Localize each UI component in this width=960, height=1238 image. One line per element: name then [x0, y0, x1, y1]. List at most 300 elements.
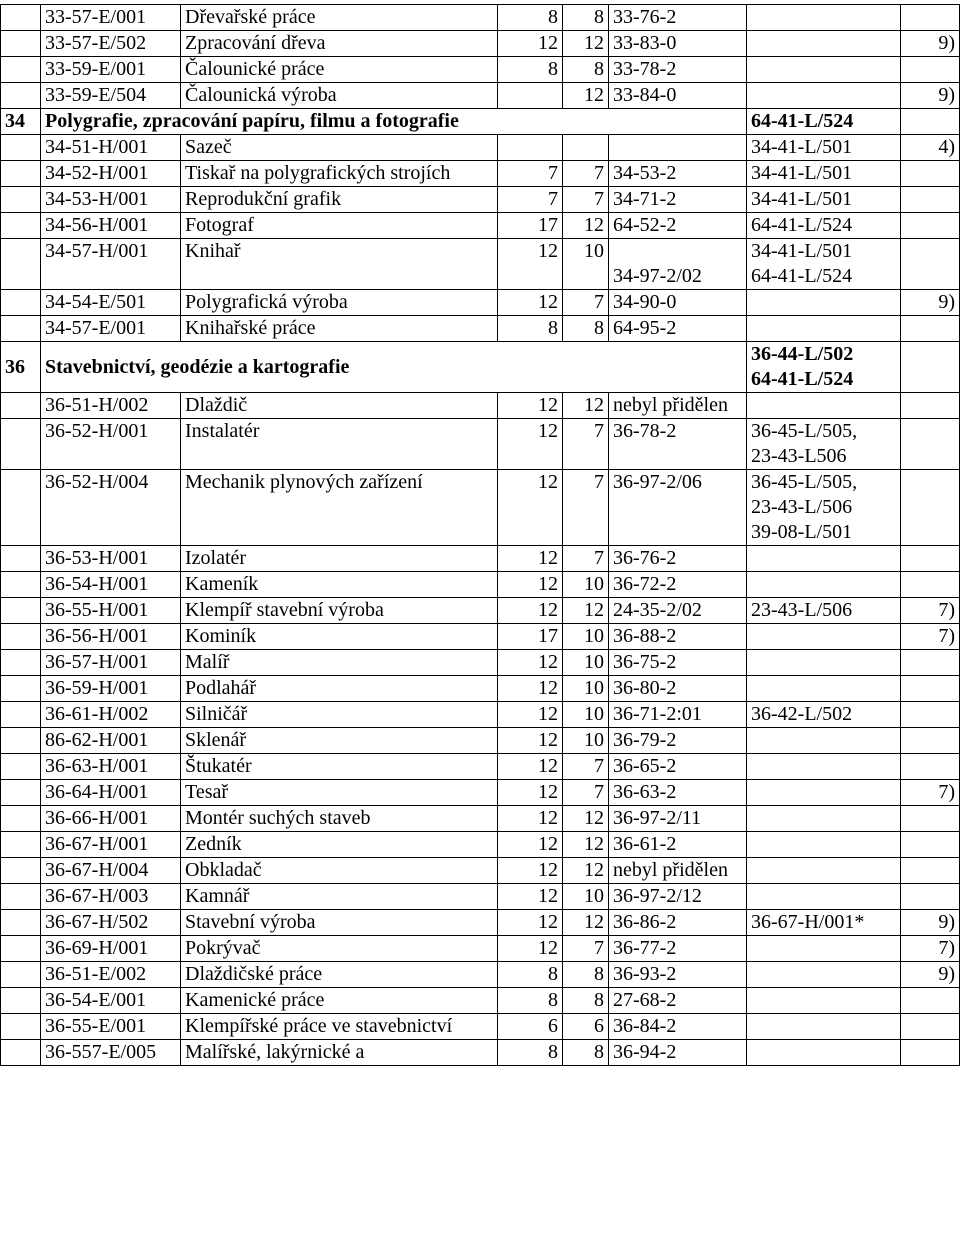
- section-note: [901, 342, 960, 393]
- legacy-code: 33-78-2: [609, 57, 747, 83]
- field-name: Čalounické práce: [181, 57, 498, 83]
- legacy-code: 36-71-2:01: [609, 702, 747, 728]
- row-indent: [1, 884, 41, 910]
- legacy-code: 64-52-2: [609, 213, 747, 239]
- duration-a: 12: [498, 470, 563, 546]
- legacy-code: 27-68-2: [609, 988, 747, 1014]
- table-row: [1, 936, 960, 962]
- row-indent: [1, 470, 41, 546]
- legacy-code: 33-83-0: [609, 31, 747, 57]
- table-row: [1, 806, 960, 832]
- duration-a: 8: [498, 988, 563, 1014]
- note: [901, 187, 960, 213]
- field-name: Izolatér: [181, 546, 498, 572]
- note: [901, 1040, 960, 1066]
- follow-up-codes: [747, 135, 901, 161]
- follow-up-code-2: 23-43-L/506: [751, 496, 853, 518]
- table-row: [1, 5, 960, 31]
- field-name: Kamenické práce: [181, 988, 498, 1014]
- field-name: Tesař: [181, 780, 498, 806]
- table-row: [1, 161, 960, 187]
- duration-b: 7: [563, 754, 609, 780]
- follow-up-codes: [747, 393, 901, 419]
- legacy-code: 34-53-2: [609, 161, 747, 187]
- field-name: Reprodukční grafik: [181, 187, 498, 213]
- row-indent: [1, 858, 41, 884]
- row-indent: [1, 702, 41, 728]
- field-name: Dlaždič: [181, 393, 498, 419]
- follow-up-codes: [747, 31, 901, 57]
- field-name: Kameník: [181, 572, 498, 598]
- note: [901, 546, 960, 572]
- section-number: 36: [1, 342, 41, 393]
- row-indent: [1, 161, 41, 187]
- legacy-code: 36-84-2: [609, 1014, 747, 1040]
- table-row: [1, 419, 960, 470]
- legacy-code: 24-35-2/02: [609, 598, 747, 624]
- section-specialization-codes: [747, 342, 901, 393]
- duration-a: 12: [498, 832, 563, 858]
- follow-up-codes: [747, 572, 901, 598]
- field-name: Štukatér: [181, 754, 498, 780]
- duration-b: 8: [563, 962, 609, 988]
- field-code: 34-51-H/001: [41, 135, 181, 161]
- table-body: [1, 5, 960, 1066]
- follow-up-codes: [747, 676, 901, 702]
- legacy-code: 36-75-2: [609, 650, 747, 676]
- follow-up-code-1: 36-67-H/001*: [751, 911, 865, 933]
- table-row: [1, 728, 960, 754]
- duration-b: 12: [563, 83, 609, 109]
- row-indent: [1, 546, 41, 572]
- note: 4): [901, 135, 960, 161]
- row-indent: [1, 57, 41, 83]
- follow-up-codes: [747, 832, 901, 858]
- follow-up-codes: [747, 546, 901, 572]
- row-indent: [1, 832, 41, 858]
- row-indent: [1, 806, 41, 832]
- duration-b: 10: [563, 572, 609, 598]
- row-indent: [1, 5, 41, 31]
- row-indent: [1, 754, 41, 780]
- duration-a: 12: [498, 598, 563, 624]
- legacy-code: 33-84-0: [609, 83, 747, 109]
- field-code: 36-59-H/001: [41, 676, 181, 702]
- table-row: [1, 393, 960, 419]
- duration-b: 7: [563, 419, 609, 470]
- duration-b: [563, 135, 609, 161]
- field-code: 34-54-E/501: [41, 290, 181, 316]
- table-row: [1, 780, 960, 806]
- duration-a: 12: [498, 419, 563, 470]
- duration-b: 8: [563, 5, 609, 31]
- field-code: 36-55-E/001: [41, 1014, 181, 1040]
- legacy-code: 33-76-2: [609, 5, 747, 31]
- field-name: Klempíř stavební výroba: [181, 598, 498, 624]
- duration-a: 8: [498, 316, 563, 342]
- table-row: [1, 858, 960, 884]
- note: 9): [901, 910, 960, 936]
- note: 7): [901, 936, 960, 962]
- table-row: [1, 470, 960, 546]
- note: [901, 728, 960, 754]
- table-row: [1, 754, 960, 780]
- follow-up-codes: [747, 858, 901, 884]
- duration-a: 12: [498, 31, 563, 57]
- field-name: Mechanik plynových zařízení: [181, 470, 498, 546]
- note: 9): [901, 962, 960, 988]
- follow-up-code-1: 64-41-L/524: [751, 214, 853, 236]
- duration-a: 12: [498, 936, 563, 962]
- follow-up-code-2: 64-41-L/524: [751, 265, 853, 287]
- note: [901, 161, 960, 187]
- table-row: [1, 1040, 960, 1066]
- duration-b: 7: [563, 187, 609, 213]
- row-indent: [1, 624, 41, 650]
- duration-a: 12: [498, 728, 563, 754]
- field-name: Pokrývač: [181, 936, 498, 962]
- note: 7): [901, 780, 960, 806]
- duration-b: 12: [563, 806, 609, 832]
- section-code-1: 36-44-L/502: [751, 343, 854, 365]
- duration-a: 12: [498, 676, 563, 702]
- field-code: 34-52-H/001: [41, 161, 181, 187]
- follow-up-codes: [747, 936, 901, 962]
- legacy-code: 36-94-2: [609, 1040, 747, 1066]
- row-indent: [1, 962, 41, 988]
- duration-a: [498, 83, 563, 109]
- note: 9): [901, 290, 960, 316]
- note: [901, 754, 960, 780]
- field-name: Malířské, lakýrnické a: [181, 1040, 498, 1066]
- duration-a: 17: [498, 624, 563, 650]
- field-code: 36-57-H/001: [41, 650, 181, 676]
- table-row: [1, 57, 960, 83]
- duration-a: 12: [498, 650, 563, 676]
- field-name: Kamnář: [181, 884, 498, 910]
- table-row: [1, 546, 960, 572]
- duration-b: 10: [563, 728, 609, 754]
- field-name: Dřevařské práce: [181, 5, 498, 31]
- note: [901, 470, 960, 546]
- note: [901, 213, 960, 239]
- table-row: [1, 83, 960, 109]
- duration-a: 12: [498, 702, 563, 728]
- row-indent: [1, 728, 41, 754]
- duration-a: 8: [498, 962, 563, 988]
- curriculum-table: [0, 4, 960, 1066]
- legacy-code: 36-86-2: [609, 910, 747, 936]
- note: [901, 5, 960, 31]
- legacy-code: 36-97-2/12: [609, 884, 747, 910]
- note: 7): [901, 624, 960, 650]
- field-name: Montér suchých staveb: [181, 806, 498, 832]
- duration-b: 10: [563, 624, 609, 650]
- note: [901, 393, 960, 419]
- follow-up-codes: [747, 884, 901, 910]
- field-name: Silničář: [181, 702, 498, 728]
- follow-up-codes: [747, 754, 901, 780]
- duration-a: 6: [498, 1014, 563, 1040]
- follow-up-code-2: 23-43-L506: [751, 445, 847, 467]
- field-code: 36-67-H/001: [41, 832, 181, 858]
- note: [901, 988, 960, 1014]
- legacy-code: nebyl přidělen: [609, 858, 747, 884]
- legacy-code: 36-77-2: [609, 936, 747, 962]
- follow-up-codes: [747, 650, 901, 676]
- follow-up-codes: [747, 728, 901, 754]
- note: [901, 239, 960, 290]
- duration-a: 12: [498, 910, 563, 936]
- legacy-code: 64-95-2: [609, 316, 747, 342]
- follow-up-codes: [747, 780, 901, 806]
- duration-a: [498, 135, 563, 161]
- field-code: 33-59-E/504: [41, 83, 181, 109]
- row-indent: [1, 572, 41, 598]
- field-code: 34-53-H/001: [41, 187, 181, 213]
- follow-up-code-1: 34-41-L/501: [751, 136, 853, 158]
- table-row: [1, 676, 960, 702]
- follow-up-code-3: 39-08-L/501: [751, 521, 853, 543]
- note: 7): [901, 598, 960, 624]
- field-code: 86-62-H/001: [41, 728, 181, 754]
- legacy-code: 34-71-2: [609, 187, 747, 213]
- section-title: Polygrafie, zpracování papíru, filmu a fotografie: [41, 109, 747, 135]
- note: [901, 572, 960, 598]
- field-code: 36-52-H/004: [41, 470, 181, 546]
- duration-b: 7: [563, 780, 609, 806]
- duration-a: 12: [498, 780, 563, 806]
- legacy-code: [609, 135, 747, 161]
- duration-b: 12: [563, 31, 609, 57]
- field-code: 33-57-E/001: [41, 5, 181, 31]
- duration-b: 8: [563, 1040, 609, 1066]
- legacy-code: 34-90-0: [609, 290, 747, 316]
- note: [901, 650, 960, 676]
- field-code: 36-55-H/001: [41, 598, 181, 624]
- field-name: Dlaždičské práce: [181, 962, 498, 988]
- field-code: 36-56-H/001: [41, 624, 181, 650]
- duration-b: 7: [563, 290, 609, 316]
- field-code: 34-57-E/001: [41, 316, 181, 342]
- follow-up-code-1: 23-43-L/506: [751, 599, 853, 621]
- follow-up-codes: [747, 316, 901, 342]
- duration-a: 17: [498, 213, 563, 239]
- field-code: 36-54-H/001: [41, 572, 181, 598]
- follow-up-code-1: 36-42-L/502: [751, 703, 853, 725]
- legacy-code: 36-78-2: [609, 419, 747, 470]
- note: [901, 419, 960, 470]
- follow-up-code-1: 34-41-L/501: [751, 188, 853, 210]
- row-indent: [1, 936, 41, 962]
- field-name: Malíř: [181, 650, 498, 676]
- follow-up-codes: [747, 1040, 901, 1066]
- row-indent: [1, 31, 41, 57]
- table-row: [1, 1014, 960, 1040]
- follow-up-codes: [747, 1014, 901, 1040]
- note: 9): [901, 83, 960, 109]
- field-code: 36-67-H/004: [41, 858, 181, 884]
- duration-a: 12: [498, 239, 563, 290]
- table-row: [1, 187, 960, 213]
- follow-up-codes: [747, 910, 901, 936]
- table-row: [1, 598, 960, 624]
- legacy-code: 36-63-2: [609, 780, 747, 806]
- row-indent: [1, 1014, 41, 1040]
- row-indent: [1, 910, 41, 936]
- note: [901, 806, 960, 832]
- legacy-code: 36-93-2: [609, 962, 747, 988]
- duration-b: 7: [563, 936, 609, 962]
- row-indent: [1, 419, 41, 470]
- row-indent: [1, 83, 41, 109]
- table-row: [1, 624, 960, 650]
- duration-b: 8: [563, 57, 609, 83]
- duration-a: 12: [498, 806, 563, 832]
- follow-up-codes: [747, 419, 901, 470]
- field-name: Obkladač: [181, 858, 498, 884]
- field-code: 34-57-H/001: [41, 239, 181, 290]
- field-name: Instalatér: [181, 419, 498, 470]
- section-specialization-codes: [747, 109, 901, 135]
- duration-b: 12: [563, 598, 609, 624]
- field-name: Zedník: [181, 832, 498, 858]
- duration-a: 8: [498, 5, 563, 31]
- field-code: 33-57-E/502: [41, 31, 181, 57]
- row-indent: [1, 1040, 41, 1066]
- duration-a: 7: [498, 187, 563, 213]
- follow-up-codes: [747, 57, 901, 83]
- row-indent: [1, 598, 41, 624]
- field-name: Knihařské práce: [181, 316, 498, 342]
- duration-b: 10: [563, 884, 609, 910]
- row-indent: [1, 780, 41, 806]
- note: [901, 832, 960, 858]
- table-row: [1, 31, 960, 57]
- section-code-1: 64-41-L/524: [751, 110, 854, 132]
- field-code: 36-61-H/002: [41, 702, 181, 728]
- duration-b: 10: [563, 239, 609, 290]
- field-code: 36-54-E/001: [41, 988, 181, 1014]
- duration-a: 7: [498, 161, 563, 187]
- follow-up-codes: [747, 213, 901, 239]
- follow-up-codes: [747, 5, 901, 31]
- duration-a: 12: [498, 290, 563, 316]
- duration-b: 6: [563, 1014, 609, 1040]
- duration-b: 8: [563, 988, 609, 1014]
- duration-a: 12: [498, 572, 563, 598]
- legacy-code: 36-61-2: [609, 832, 747, 858]
- duration-a: 12: [498, 754, 563, 780]
- row-indent: [1, 135, 41, 161]
- follow-up-code-1: 34-41-L/501: [751, 162, 853, 184]
- table-row: [1, 832, 960, 858]
- follow-up-codes: [747, 988, 901, 1014]
- field-code: 36-67-H/502: [41, 910, 181, 936]
- section-title: Stavebnictví, geodézie a kartografie: [41, 342, 747, 393]
- follow-up-code-1: 36-45-L/505,: [751, 420, 858, 442]
- field-name: Sklenář: [181, 728, 498, 754]
- note: [901, 858, 960, 884]
- follow-up-codes: [747, 187, 901, 213]
- duration-b: 7: [563, 161, 609, 187]
- follow-up-codes: [747, 290, 901, 316]
- field-code: 36-51-E/002: [41, 962, 181, 988]
- field-name: Polygrafická výroba: [181, 290, 498, 316]
- row-indent: [1, 239, 41, 290]
- table-row: [1, 650, 960, 676]
- row-indent: [1, 290, 41, 316]
- row-indent: [1, 988, 41, 1014]
- section-row: [1, 109, 960, 135]
- table-row: [1, 135, 960, 161]
- legacy-code: 36-97-2/11: [609, 806, 747, 832]
- follow-up-codes: [747, 806, 901, 832]
- field-code: 36-67-H/003: [41, 884, 181, 910]
- table-row: [1, 962, 960, 988]
- duration-b: 10: [563, 676, 609, 702]
- duration-a: 12: [498, 858, 563, 884]
- row-indent: [1, 393, 41, 419]
- field-name: Kominík: [181, 624, 498, 650]
- follow-up-codes: [747, 702, 901, 728]
- note: [901, 676, 960, 702]
- field-name: Podlahář: [181, 676, 498, 702]
- duration-a: 12: [498, 884, 563, 910]
- field-code: 36-51-H/002: [41, 393, 181, 419]
- field-code: 36-52-H/001: [41, 419, 181, 470]
- duration-b: 12: [563, 213, 609, 239]
- table-row: [1, 988, 960, 1014]
- legacy-code: 36-72-2: [609, 572, 747, 598]
- table-row: [1, 239, 960, 290]
- duration-b: 10: [563, 650, 609, 676]
- legacy-code: nebyl přidělen: [609, 393, 747, 419]
- row-indent: [1, 213, 41, 239]
- note: [901, 1014, 960, 1040]
- section-number: 34: [1, 109, 41, 135]
- follow-up-code-1: 34-41-L/501: [751, 240, 853, 262]
- duration-b: 7: [563, 546, 609, 572]
- field-code: 36-63-H/001: [41, 754, 181, 780]
- duration-b: 12: [563, 910, 609, 936]
- legacy-code: 36-80-2: [609, 676, 747, 702]
- field-name: Tiskař na polygrafických strojích: [181, 161, 498, 187]
- note: [901, 884, 960, 910]
- table-row: [1, 290, 960, 316]
- duration-a: 8: [498, 1040, 563, 1066]
- field-code: 36-53-H/001: [41, 546, 181, 572]
- table-row: [1, 572, 960, 598]
- duration-b: 7: [563, 470, 609, 546]
- field-name: Stavební výroba: [181, 910, 498, 936]
- table-row: [1, 213, 960, 239]
- field-code: 34-56-H/001: [41, 213, 181, 239]
- field-name: Sazeč: [181, 135, 498, 161]
- row-indent: [1, 650, 41, 676]
- duration-b: 8: [563, 316, 609, 342]
- legacy-code: 36-88-2: [609, 624, 747, 650]
- field-code: 36-66-H/001: [41, 806, 181, 832]
- follow-up-codes: [747, 598, 901, 624]
- note: 9): [901, 31, 960, 57]
- row-indent: [1, 676, 41, 702]
- field-code: 36-64-H/001: [41, 780, 181, 806]
- section-code-2: 64-41-L/524: [751, 368, 854, 390]
- note: [901, 57, 960, 83]
- follow-up-codes: [747, 624, 901, 650]
- field-name: Čalounická výroba: [181, 83, 498, 109]
